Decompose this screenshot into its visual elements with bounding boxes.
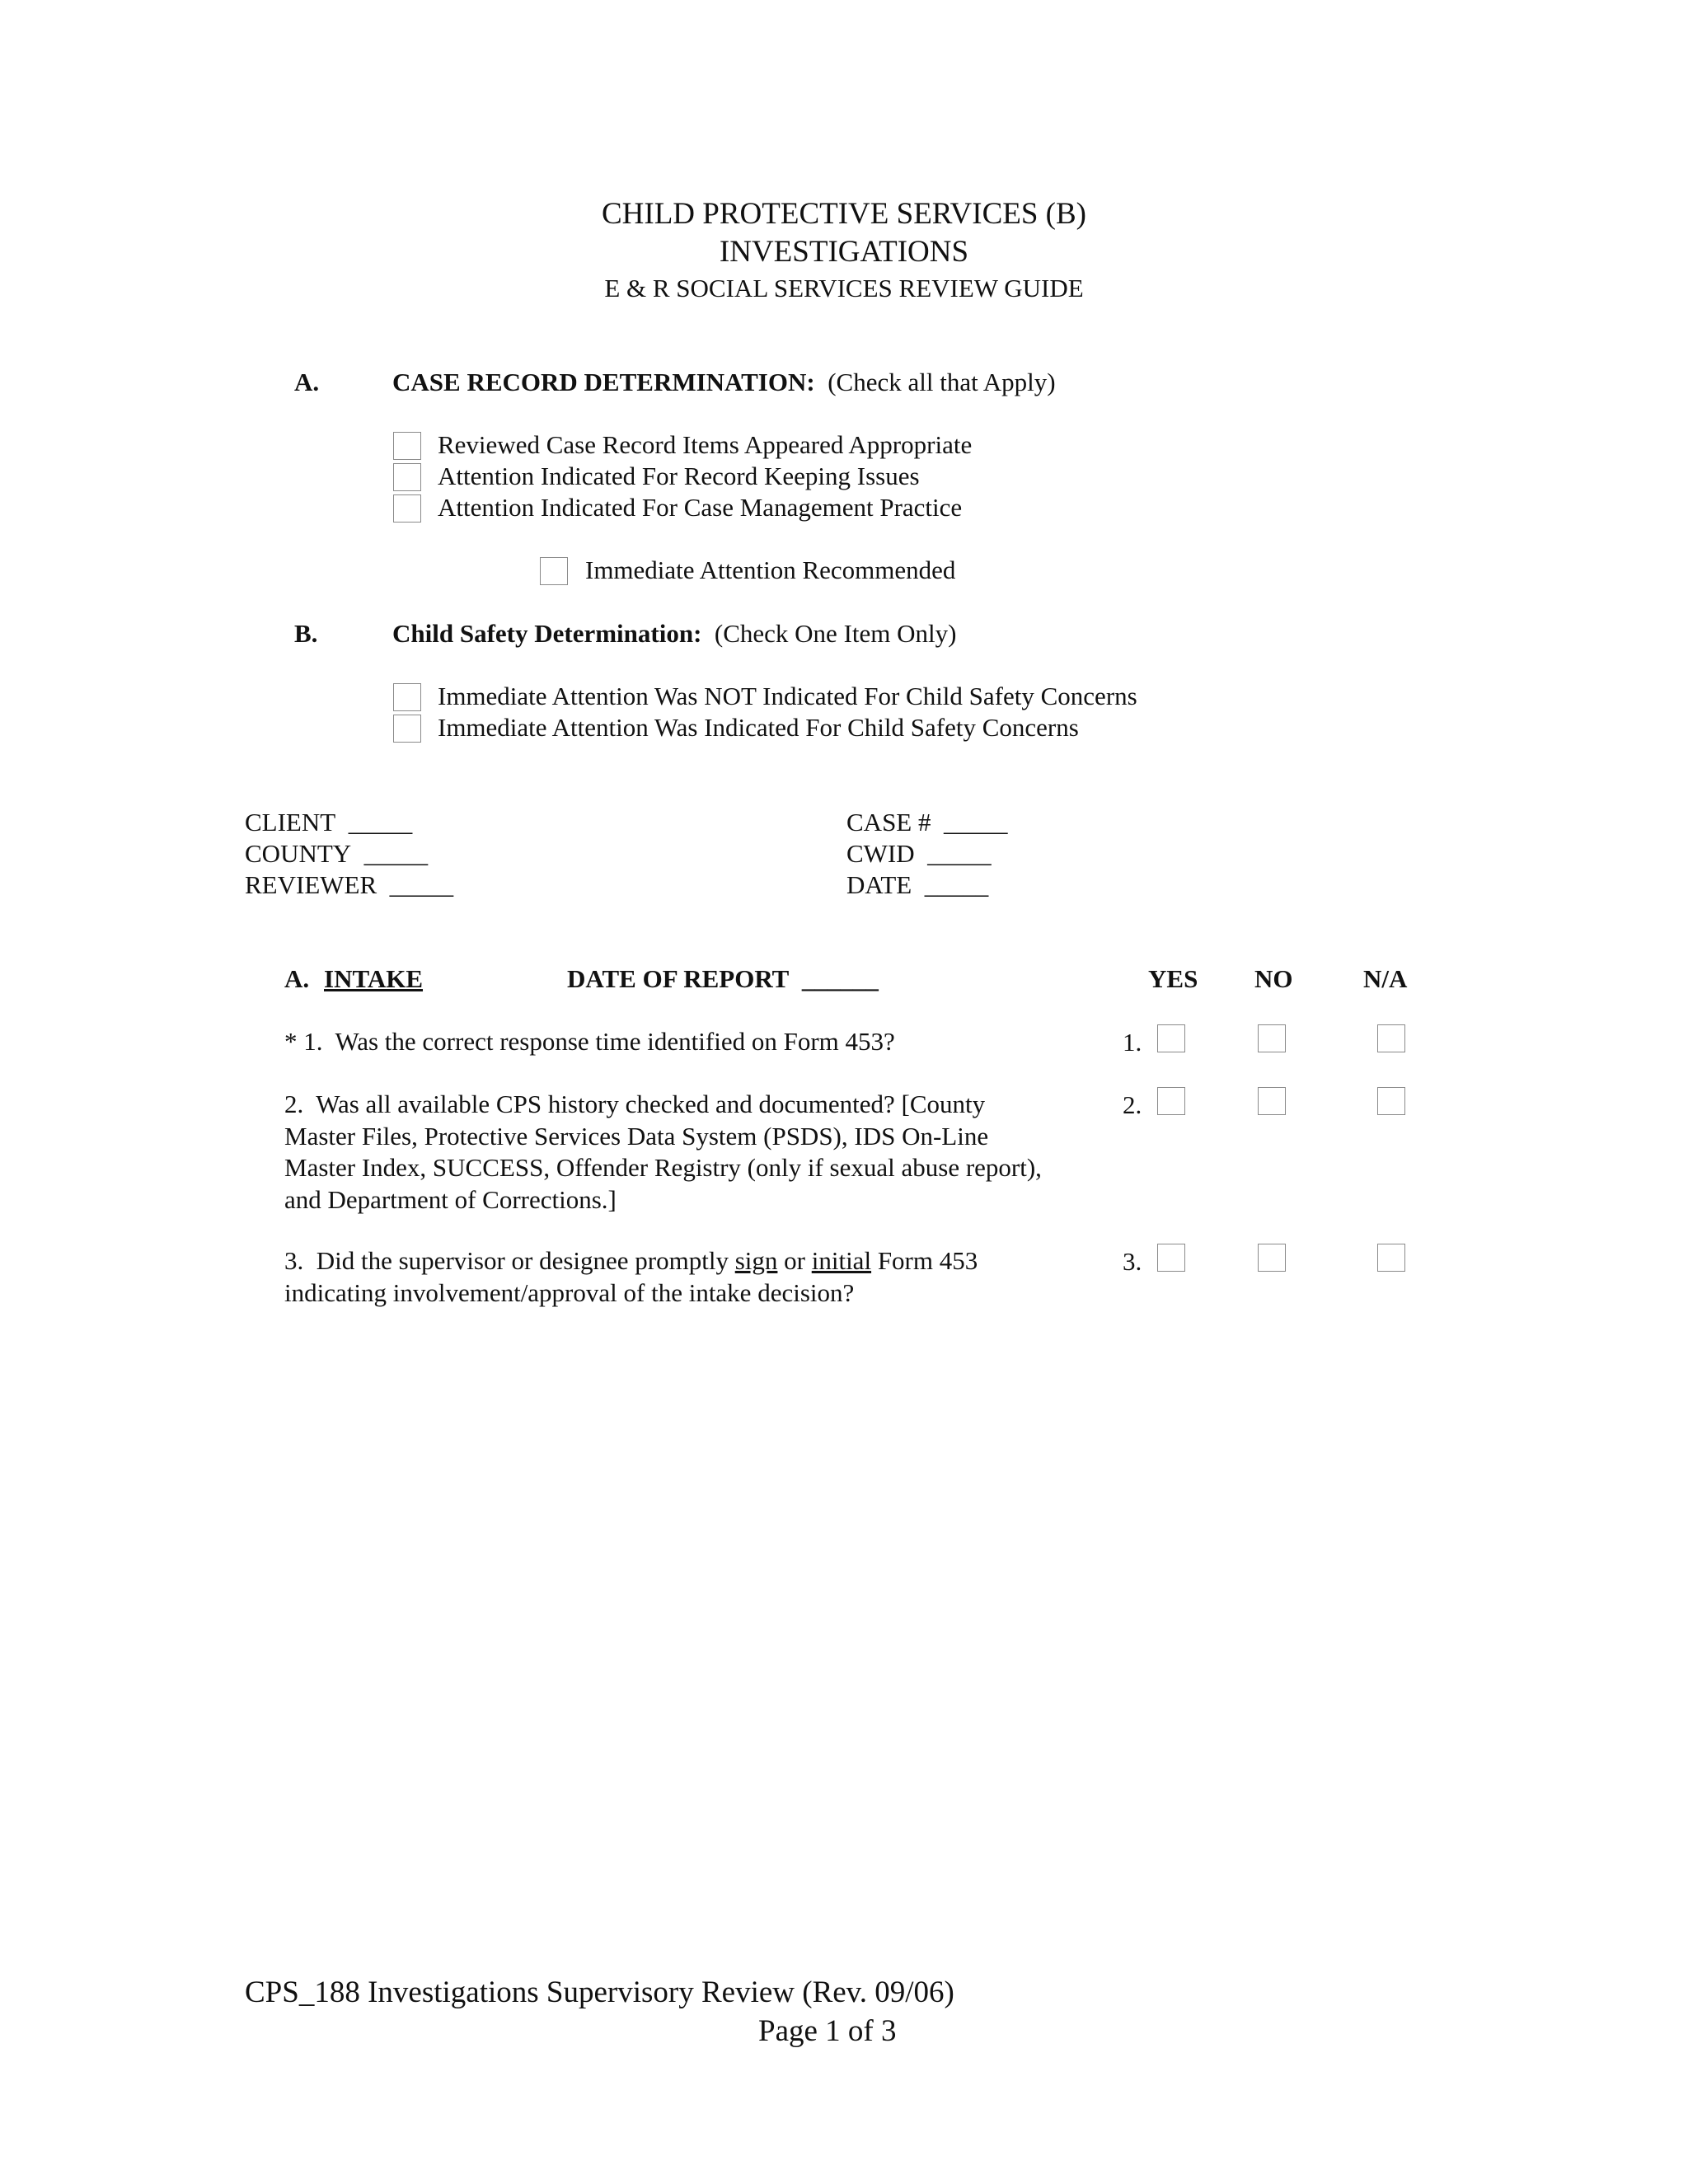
reviewer-blank: _____ bbox=[389, 870, 454, 899]
date-field[interactable] bbox=[846, 870, 988, 900]
cwid-label: CWID bbox=[846, 839, 915, 868]
case-blank: _____ bbox=[944, 808, 1008, 837]
checkbox-safety-not-indicated[interactable] bbox=[393, 683, 421, 711]
intake-letter: A. bbox=[284, 964, 310, 993]
q3-no-checkbox[interactable] bbox=[1258, 1244, 1286, 1272]
option-case-management: Attention Indicated For Case Management Practice bbox=[438, 493, 963, 522]
option-safety-indicated: Immediate Attention Was Indicated For Child Safety Concerns bbox=[438, 713, 1079, 742]
section-a-letter: A. bbox=[294, 368, 320, 396]
option-reviewed-appropriate: Reviewed Case Record Items Appeared Appropriate bbox=[438, 430, 973, 459]
date-of-report-label: DATE OF REPORT bbox=[567, 964, 790, 993]
q2-no-checkbox[interactable] bbox=[1258, 1087, 1286, 1115]
checkbox-immediate-attention[interactable] bbox=[540, 557, 568, 585]
county-blank: _____ bbox=[363, 839, 429, 868]
question-2-prefix: 2. bbox=[284, 1090, 304, 1118]
checkbox-record-keeping[interactable] bbox=[393, 463, 421, 491]
date-blank: _____ bbox=[924, 870, 989, 899]
intake-title: INTAKE bbox=[324, 964, 424, 993]
section-b-title: Child Safety Determination: bbox=[392, 619, 702, 648]
case-field[interactable] bbox=[846, 808, 1008, 837]
q3-na-checkbox[interactable] bbox=[1377, 1244, 1405, 1272]
client-field[interactable] bbox=[245, 808, 412, 837]
footer-form-id: CPS_188 Investigations Supervisory Review (Rev. 09/06) bbox=[245, 1975, 954, 2009]
client-blank: _____ bbox=[348, 808, 413, 837]
section-b-instruction: (Check One Item Only) bbox=[714, 619, 957, 648]
col-no: NO bbox=[1254, 964, 1293, 993]
checkbox-safety-indicated[interactable] bbox=[393, 715, 421, 743]
option-immediate-attention: Immediate Attention Recommended bbox=[585, 555, 956, 584]
q1-no-checkbox[interactable] bbox=[1258, 1024, 1286, 1052]
county-label: COUNTY bbox=[245, 839, 352, 868]
date-of-report[interactable] bbox=[567, 964, 879, 994]
client-label: CLIENT bbox=[245, 808, 336, 837]
county-field[interactable] bbox=[245, 839, 428, 869]
question-1-number: 1. bbox=[1123, 1028, 1142, 1057]
section-b-heading bbox=[392, 619, 956, 649]
question-3-sign: sign bbox=[734, 1246, 778, 1275]
question-3-text-after: Form 453 indicating involvement/approval of the intake decision? bbox=[284, 1246, 978, 1307]
date-of-report-blank: ______ bbox=[801, 964, 879, 993]
reviewer-field[interactable] bbox=[245, 870, 453, 900]
cwid-field[interactable] bbox=[846, 839, 992, 869]
question-2-text: Was all available CPS history checked and documented? [County Master Files, Protective Services Data System (PSDS), IDS On-Line Master Index, SUCCESS, Offender Registry (only if sexual abuse report), and Department of Corrections.] bbox=[284, 1090, 1042, 1214]
doc-subtitle: INVESTIGATIONS bbox=[719, 235, 969, 269]
q2-na-checkbox[interactable] bbox=[1377, 1087, 1405, 1115]
doc-title: CHILD PROTECTIVE SERVICES (B) bbox=[601, 197, 1086, 231]
footer-page-number: Page 1 of 3 bbox=[758, 2014, 897, 2048]
section-a-heading bbox=[392, 368, 1056, 397]
section-a-instruction: (Check all that Apply) bbox=[828, 368, 1056, 396]
question-3-number: 3. bbox=[1123, 1247, 1142, 1276]
q1-na-checkbox[interactable] bbox=[1377, 1024, 1405, 1052]
question-3-or: or bbox=[784, 1246, 805, 1275]
question-2-number: 2. bbox=[1123, 1090, 1142, 1119]
q2-yes-checkbox[interactable] bbox=[1157, 1087, 1185, 1115]
question-1-prefix: * 1. bbox=[284, 1027, 323, 1056]
cwid-blank: _____ bbox=[927, 839, 992, 868]
section-b-letter: B. bbox=[294, 619, 318, 648]
option-record-keeping: Attention Indicated For Record Keeping Issues bbox=[438, 462, 920, 490]
reviewer-label: REVIEWER bbox=[245, 870, 377, 899]
q3-yes-checkbox[interactable] bbox=[1157, 1244, 1185, 1272]
question-3-text-before: Did the supervisor or designee promptly bbox=[316, 1246, 729, 1275]
question-2 bbox=[284, 1089, 1051, 1216]
section-a-title: CASE RECORD DETERMINATION: bbox=[392, 368, 815, 396]
date-label: DATE bbox=[846, 870, 912, 899]
question-1-text: Was the correct response time identified on Form 453? bbox=[335, 1027, 895, 1056]
checkbox-case-management[interactable] bbox=[393, 494, 421, 523]
checkbox-reviewed-appropriate[interactable] bbox=[393, 432, 421, 460]
doc-guide: E & R SOCIAL SERVICES REVIEW GUIDE bbox=[604, 274, 1084, 302]
question-3-prefix: 3. bbox=[284, 1246, 304, 1275]
option-safety-not-indicated: Immediate Attention Was NOT Indicated For Child Safety Concerns bbox=[438, 682, 1137, 710]
case-label: CASE # bbox=[846, 808, 931, 837]
question-3 bbox=[284, 1245, 1051, 1309]
col-na: N/A bbox=[1363, 964, 1408, 993]
question-1 bbox=[284, 1026, 1109, 1058]
q1-yes-checkbox[interactable] bbox=[1157, 1024, 1185, 1052]
question-3-initial: initial bbox=[811, 1246, 872, 1275]
col-yes: YES bbox=[1148, 964, 1198, 993]
